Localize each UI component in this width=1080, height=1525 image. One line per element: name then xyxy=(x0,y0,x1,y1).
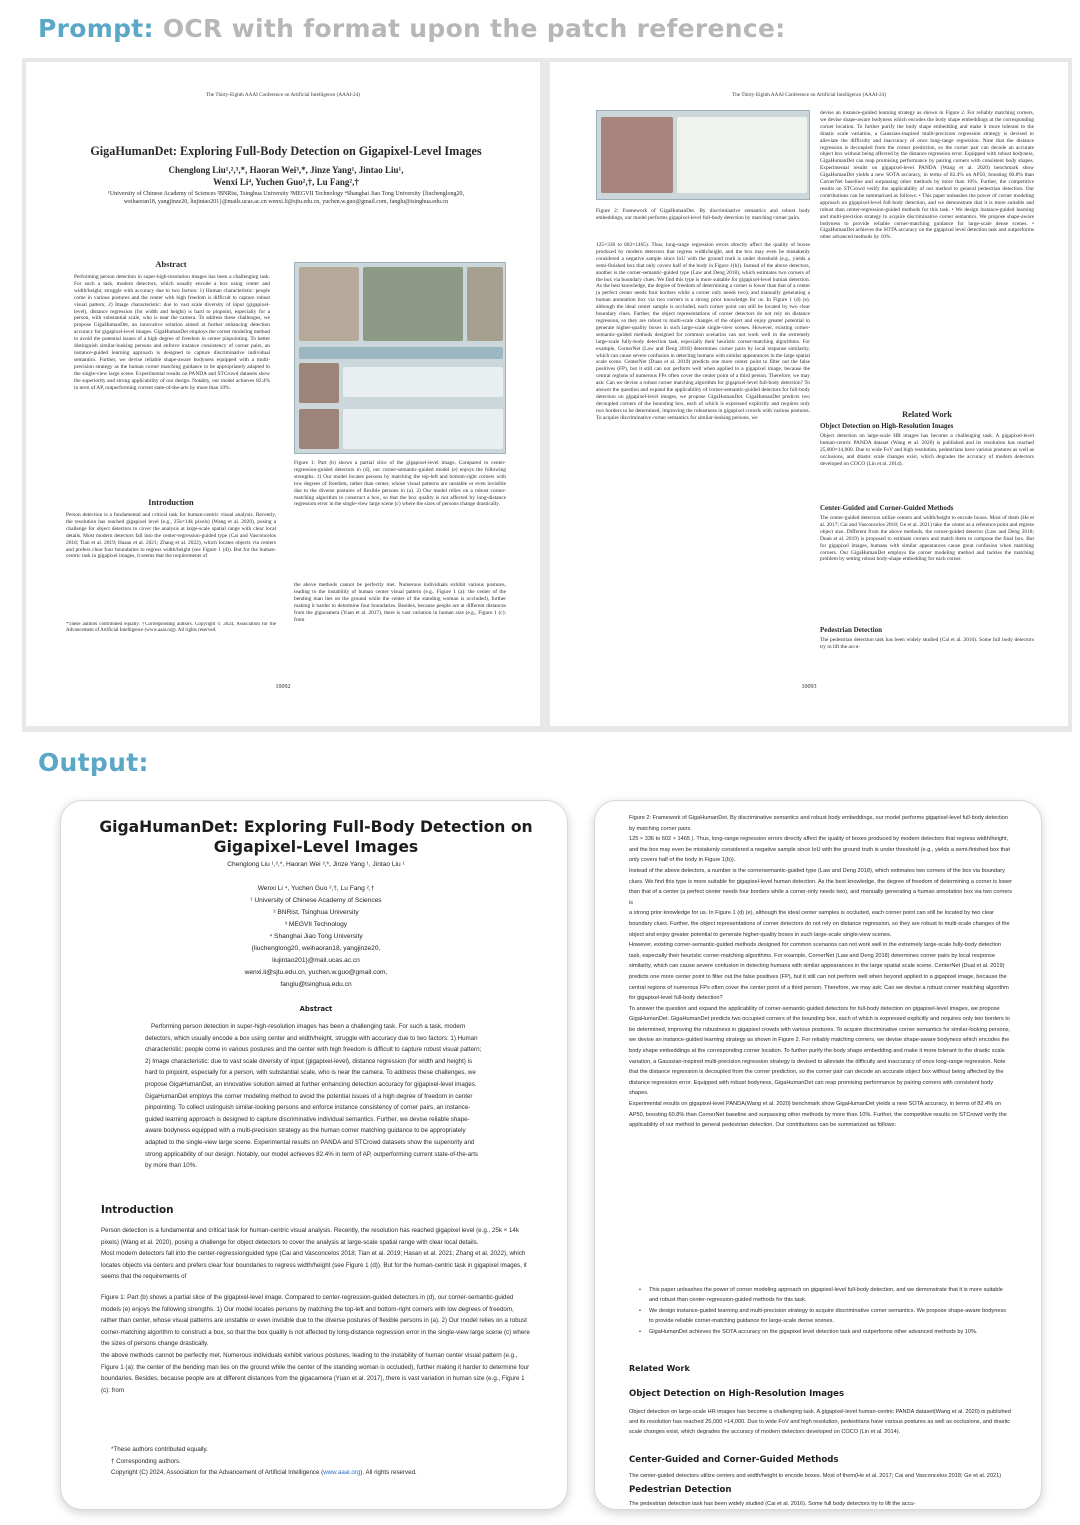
related-work-heading: Related Work xyxy=(902,410,952,419)
prompt-header xyxy=(38,14,786,43)
output-email-1: {liuchenglong20, weihaoran18, yangjinze20, xyxy=(251,945,381,952)
figure-2-diagram xyxy=(677,117,807,193)
output-right-column-text xyxy=(629,813,1013,1253)
paper-affiliations: ¹University of Chinese Academy of Sciences ²BNRist, Tsinghua University ³MEGVII Technology ⁴Shanghai Jiao Tong University {liuchenglong20, weihaoran18, yangjinze20, liujintao201}@mails.ucas.ac.cn wenxi.li@sjtu.edu.cn, yuchen.w.guo@gmail.com, fanglu@tsinghua.edu.cn xyxy=(108,191,464,206)
output-page-left xyxy=(60,800,568,1510)
output-affil-4: ⁴ Shanghai Jiao Tong University xyxy=(269,933,363,940)
output-footnotes xyxy=(111,1444,531,1480)
output-authors-1: Chenglong Liu ¹,²,*, Haoran Wei ³,*, Jinze Yang ¹, Jintao Liu ¹ xyxy=(227,861,405,868)
introduction-heading: Introduction xyxy=(148,498,194,507)
page-number: 10092 xyxy=(275,684,291,690)
figure-1-panel-b xyxy=(363,267,463,341)
output-contribution-item: • This paper unleashes the power of corner modeling approach on gigapixel-level full-body detection, and we demonstrate that it is more suitable and robust than center-regression-guided methods for this task. xyxy=(635,1285,1007,1306)
related-text-2: The center-guided detectors utilize centers and width/height to encode boxes. Most of them (He et al. 2017; Cai and Vasconcelos 2018; Ge et al. 2021) take the center as a reference point and regress object size. Different from the above methods, the corner-guided detector (Law and Deng 2018; Duan et al. 2019) is proposed to estimate corners and match them to compose the final box. But for gigapixel images, humans with similar appearances cause great confusion when matching corners. Our GigaHumanDet employs the corner modeling method and tackles the matching problem by setting robust body-shape embedding for each corner. xyxy=(820,515,1034,563)
output-email-3: wenxi.li@sjtu.edu.cn, yuchen.w.guo@gmail.com, xyxy=(244,969,388,976)
introduction-text: Person detection is a fundamental and critical task for human-centric visual analysis. Recently, the resolution has reached gigapixel level (e.g., 25k×14k pixels) (Wang et al. 2020), posing a challenge for object detectors to cover the analysis at large-scale spatial range with clear local details. Most modern detectors fall into the center-regression-guided type (Cai and Vasconcelos 2018; Tian et al. 2019; Hasan et al. 2021; Zhang et al. 2022), which locates objects via centers and prefers clear four boundaries to regress width/height (see Figure 1 (d)). But for the human-centric task in gigapixel images, it seems that the requirements of xyxy=(66,512,276,560)
output-affil-3: ³ MEGVII Technology xyxy=(284,921,348,928)
output-right-paragraph-2: Instead of the above detectors, a number is the cornersemantic-guided type (Law and Deng 2018), which estimates two corners of the box via boundary clues. We find this type is more suitable for gigapixel-level human detection. As the best knowledge, the degree of freedom of determining a corner is lower than that of a center (a perfect center needs four borders while a corner-only needs two), and manually generating a human annotation box via two corners is xyxy=(629,867,1013,906)
output-related-subheading-3: Pedestrian Detection xyxy=(629,1485,732,1495)
output-figure-2-caption: Figure 2: Framework of GigaHumanDet. By discriminative semantics and robust body embeddings, our model performs gigapixel-level full-body detection by matching corner pairs. xyxy=(629,815,1008,832)
output-footnote-1: *These authors contributed equally. xyxy=(111,1446,208,1453)
output-intro-paragraph-3: the above methods cannot be perfectly met. Numerous individuals exhibit various postures, leading to the instability of human center visual pattern (e.g., Figure 1 (a): the center of the bending man lies on the ground while the center of the standing woman is occluded), further making it harder to determine four boundaries. Besides, because people are at different distances from the gigacamera (Yuan et al. 2017), there is vast variation in human size (e.g., Figure 1 (c): from xyxy=(101,1351,530,1394)
output-related-text-1: Object detection on large-scale HR images has become a challenging task. A gigapixel-level human-centric PANDA dataset(Wang et al. 2020) is published and its resolution has reached 25,000 ×14,000. Due to wide FoV and high resolution, pedestrians have various postures as well as occlusions, and drastic scale changes exist, which degrades the accuracy of modern detectors developed on COCO (Lin et al. 2014). xyxy=(629,1409,1011,1436)
related-subheading-1: Object Detection on High-Resolution Images xyxy=(820,422,954,430)
figure-1-bar xyxy=(299,347,503,359)
related-subheading-2: Center-Guided and Corner-Guided Methods xyxy=(820,504,954,512)
figure-1 xyxy=(294,262,506,454)
aaai-link[interactable]: www.aaai.org xyxy=(323,1469,361,1477)
source-page-left xyxy=(26,62,540,726)
output-right-paragraph-5: To answer the question and expand the applicability of corner-semantic-guided detectors for full-body detection on gigapixel-level images, we propose GigaHumanDet. GigaHumanDet predicts two occupied corners of the bounding box, each of which is expressed explicitly and requires only two borders to be determined, improving the robustness in gigapixel crowds with various postures. To acquire discriminative corner semantics for similar-looking persons, we devise an instance-guided learning strategy as shown in Figure 2. For reliably matching corners, we devise shape-aware bodyness which encodes the body shape embeddings at the corresponding corner location. To further purify the body shape embedding and make it more tolerant to the drastic scale variation, a Gaussian-inspired multi-precision regression strategy is devised to alleviate the difficulty and inaccuracy of once long-range regression. Note that the distance regression is decoupled from the corner prediction, so the corner pair can decode an accurate object box without being affected by the distance regression error. Equipped with robust bodyness, GigaHumanDet can reap promising performance by pairing corners with consistent body shapes. xyxy=(629,1005,1011,1097)
left-column-2-text: the above methods cannot be perfectly met. Numerous individuals exhibit various postures, leading to the instability of human center visual pattern (e.g., Figure 1 (a): the center of the bending man lies on the ground while the center of the standing woman is occluded), further making it harder to determine four boundaries. Besides, because people are at different distances from the gigacamera (Yuan et al. 2017), there is vast variation in human size (e.g., Figure 1 (c): from xyxy=(294,582,506,623)
output-figure-1-caption: Figure 1: Part (b) shows a partial slice of the gigapixel-level image. Compared to center-regression-guided detectors in (d), our corner-semantic-guided models (e) enjoys the following strengths. 1) Our model locates persons by matching the top-left and bottom-right corners with low degrees of freedom, rather than center, whose visual patterns are unstable or even invisible due to the diverse postures of flexible persons in (a). 2) Our model relies on a robust corner-matching algorithm to construct a box, so that the box quality is not affected by long-distance regression error in the single-view large scene (c) where the sizes of persons change drastically. xyxy=(101,1293,530,1348)
prompt-text: OCR with format upon the patch reference: xyxy=(162,14,786,43)
output-abstract-heading: Abstract xyxy=(299,1005,333,1013)
output-related-text-3: The pedestrian detection task has been widely studied (Cai et al. 2016). Some full body detectors try to lift the accu- xyxy=(629,1501,916,1507)
conference-line: The Thirty-Eighth AAAI Conference on Artificial Intelligence (AAAI-24) xyxy=(206,92,360,98)
prompt-label: Prompt: xyxy=(38,14,154,43)
abstract-heading: Abstract xyxy=(155,260,187,269)
figure-1-e-diagram xyxy=(343,409,503,449)
output-related-text-2: The center-guided detectors utilize centers and width/height to encode boxes. Most of them(He et al. 2017; Cai and Vasconcelos 2018; Ge et al. 2021) xyxy=(629,1473,1002,1479)
output-intro-paragraph-2: Most modern detectors fall into the center-regressionguided type (Cai and Vasconcelos 2018; Tian et al. 2019; Hasan et al. 2021; Zhang et al. 2022), which locates objects via centers and prefers clear four boundaries to regress width/height (see Figure 1 (d)). But for the human-centric task in gigapixel images, it seems that the requirements of xyxy=(101,1250,527,1281)
output-footnote-2: † Corresponding authors. xyxy=(111,1457,181,1465)
output-contribution-list xyxy=(635,1285,1007,1349)
figure-1-panel-a xyxy=(299,267,359,341)
figure-1-panel-d xyxy=(299,363,339,403)
output-right-paragraph-1: 125 × 336 to 602 × 1465 ). Thus, long-range regression errors directly affect the quality of boxes produced by modern detectors that regress width/height, and the box may even be mistakenly considered a negative sample since IoU with the ground truth is under threshold (e.g., yields a semi-finished box that only covers half of the body in Figure 1(b)). xyxy=(629,836,1010,864)
output-contribution-item: • GigaHumanDet achieves the SOTA accuracy on the gigapixel level detection task and outperforms other advanced methods by 10%. xyxy=(635,1327,1007,1337)
figure-1-panel-e xyxy=(299,409,339,449)
output-intro-paragraph-1: Person detection is a fundamental and critical task for human-centric visual analysis. Recently, the resolution has reached gigapixel level (e.g., 25k × 14k pixels) (Wang et al. 2020), posing a challenge for object detectors to cover the analysis at large-scale spatial range with clear local details. xyxy=(101,1227,519,1246)
output-affil-1: ¹ University of Chinese Academy of Sciences xyxy=(250,897,382,904)
output-right-paragraph-4: However, existing corner-semantic-guided methods designed for common scenarios can not work well in the extremely large-scale fully-body detection task, especially their heuristic corner-matching algorithms. For example, CornerNet (Law and Deng 2018) determines corner pairs by local response similarity, which can cause severe confusion in detecting humans with similar appearances in the large spatial scale scene. CenterNet (Dual et al. 2019) predicts one more center point to filter out the false positives (FP), but it still can not perform well when beyond applied to a gigapixel image, because the central regions of numerous FPs often cover the center point of a third person. Therefore, we may ask: Can we devise a robust corner matching algorithm for gigapixel-level full-body detection? xyxy=(629,942,1009,1002)
page-number: 10093 xyxy=(801,684,817,690)
conference-line: The Thirty-Eighth AAAI Conference on Artificial Intelligence (AAAI-24) xyxy=(732,92,886,98)
output-right-paragraph-3: a strong prior knowledge for us. In Figure 1 (d) (e), although the ideal center samples is occluded, each corner point can still be located by two clear boundary clues. Further, the object representations of corner detectors do not rely on distance regression, so they are robust to multi-scale changes of the object and enjoy greater potential to generate higher-quality boxes in such large-scale single-view scenes. xyxy=(629,910,1010,938)
output-email-4: fanglu@tsinghua.edu.cn xyxy=(280,981,352,988)
figure-1-caption: Figure 1: Part (b) shows a partial slice of the gigapixel-level image. Compared to center-regression-guided detectors in (d), our corner-semantic-guided model (e) enjoys the following strengths. 1) Our model locates persons by matching the top-left and bottom-right corners with low degrees of freedom, rather than center, whose visual patterns are unstable or even invisible due to the diverse postures of flexible persons in (a). 2) Our model relies on a robust corner-matching algorithm to construct a box, so that the box quality is not affected by long-distance regression error in the single-view large scene (c) where the sizes of persons change drastically. xyxy=(294,460,506,508)
paper-authors xyxy=(86,164,486,188)
authors-line-2: Wenxi Li⁴, Yuchen Guo²,†, Lu Fang²,† xyxy=(213,177,359,187)
figure-2-caption: Figure 2: Framework of GigaHumanDet. By discriminative semantics and robust body embeddings, our model performs gigapixel-level full-body detection by matching corner pairs. xyxy=(596,208,810,221)
output-affil-2: ² BNRist, Tsinghua University xyxy=(273,909,359,916)
footnote: *These authors contributed equally. †Corresponding authors. Copyright © 2024, Association for the Advancement of Artificial Intelligence (www.aaai.org). All rights reserved. xyxy=(66,622,276,634)
output-title: GigaHumanDet: Exploring Full-Body Detection on Gigapixel-Level Images xyxy=(99,818,533,856)
right-column-1-text: 125×336 to 602×1465). Thus, long-range regression errors directly affect the quality of boxes produced by modern detectors that regress width/height, and the box may even be mistakenly considered a negative sample since IoU with the ground truth is under threshold (e.g., yields a semi-finished box that only covers half of the body in Figure 1(b)). Instead of the above detectors, another is the corner-semantic-guided type (Law and Deng 2018), which estimates two corners of the box via boundary clues. We find this type is more suitable for gigapixel-level human detection. As the best knowledge, the degree of freedom of determining a corner is lower than that of a center (a perfect center needs four borders while a corner only needs two), and manually generating a human annotation box via two corners is a strong prior knowledge for us. In Figure 1 (d) (e), although the ideal center sample is occluded, each corner point can still be located by two clear boundary clues. Further, the object representations of corner detectors do not rely on distance regression, so they are robust to multi-scale changes of the object and enjoy greater potential to generate higher-quality boxes in such large-scale single-view scenes. However, existing corner-semantic-guided methods designed for common scenarios can not work well in the extremely large-scale fully-body detection task, especially their heuristic corner-matching algorithms. For example, CornerNet (Law and Deng 2018) determines corner pairs by local response similarity, which can cause severe confusion in detecting humans with similar appearances in the large spatial scale scene. CenterNet (Duan et al. 2019) predicts one more center point to filter out the false positives (FP), but it still can not perform well when applied to a gigapixel image, because the central regions of numerous FPs often cover the center point of a third person. Therefore, we may ask: Can we devise a robust corner matching algorithm for gigapixel-level full-body detection? To answer the question and expand the applicability of corner-semantic-guided detectors for full-body detection on gigapixel-level images, we propose GigaHumanDet. GigaHumanDet predicts two decoupled corners of the bounding box, each of which is expressed explicitly and requires only two borders to be determined, improving the robustness in gigapixel crowds with various postures. To acquire discriminative corner semantics for similar-looking persons, we xyxy=(596,242,810,421)
right-column-2-text: devise an instance-guided learning strategy as shown in Figure 2. For reliably matching corners, we devise shape-aware bodyness which encodes the body shape embeddings at the corresponding corner location. To further purify the body shape embedding and make it more tolerant to the drastic scale variation, a Gaussian-inspired multi-precision regression strategy is devised to alleviate the difficulty and inaccuracy of once long-range regression. Note that the distance regression is decoupled from the corner prediction, so the corner pair can decode an accurate object box without being affected by the distance regression error. Equipped with robust bodyness, GigaHumanDet can reap promising performance by pairing corners with consistent body shapes. Experimental results on gigapixel-level PANDA (Wang et al. 2020) benchmark show GigaHumanDet yields a new SOTA accuracy, in terms of 82.4% on AP50, boosting 60.8% than CornerNet baseline and surpassing other methods by more than 10%. Further, the competitive results on STCrowd verify the applicability of our method to general pedestrian detection. Our contributions can be summarized as follows: • This paper unleashes the power of corner modeling approach on gigapixel-level full-body detection, and we demonstrate that it is more suitable and robust than center-regression-guided methods for this task. • We design instance-guided learning and multi-precision strategy to acquire discriminative corner semantics. We propose shape-aware bodyness to provide reliable corner-matching guidance for large-scale dense scenes. • GigaHumanDet achieves the SOTA accuracy on the gigapixel level detection task and outperforms other advanced methods by 10%. xyxy=(820,110,1034,241)
output-contribution-item: • We design instance-guided learning and multi-precision strategy to acquire discriminative corner semantics. We propose shape-aware bodyness to provide reliable corner-matching guidance for large-scale dense scenes. xyxy=(635,1306,1007,1327)
figure-2 xyxy=(596,110,810,200)
output-introduction-heading: Introduction xyxy=(101,1204,174,1216)
paper-title: GigaHumanDet: Exploring Full-Body Detection on Gigapixel-Level Images xyxy=(90,144,482,158)
output-abstract-text: Performing person detection in super-high-resolution images has been a challenging task. For such a task, modern detectors, which usually encode a box using center and width/height, struggle with accuracy due to two factors: 1) Human characteristic: people come in various postures and the center with high freedom is difficult to capture robust visual pattern; 2) Image characteristic: due to vast scale diversity of input (gigapixel-level), distance regression (for width and height) is hard to pinpoint, especially for a person, with substantial scale, who is near the camera. To address these challenges, we propose GigaHumanDet, an innovative solution aimed at further enhancing detection accuracy for gigapixel-level images. GigaHumanDet employs the corner modeling method to avoid the potential issues of a high degree of freedom in center pinpointing. To collect ustinguish similar-looking persons and enforce instance consistency of corner pairs, an instance-guided learning approach is designed to capture discriminative individual semantics. Further, we devise reliable shape-aware bodyness equipped with a multi-precision strategy as the human corner matching guidance to be appropriately adapted to the single-view large scene. Experimental results on PANDA and STCrowd datasets show the superiority and strong applicability of our design. Notably, our model achieves 82.4% in term of AP, outperforming current state-of-the-arts by more than 10%. xyxy=(145,1023,482,1170)
related-text-1: Object detection on large-scale HR images has become a challenging task. A gigapixel-level human-centric PANDA dataset (Wang et al. 2020) is published and its resolution has reached 25,000×14,000. Due to wide FoV and high resolution, pedestrians have various postures as well as occlusions, and drastic scale changes exist, which degrades the accuracy of modern detectors developed on COCO (Lin et al. 2014). xyxy=(820,433,1034,467)
abstract-text: Performing person detection in super-high-resolution images has been a challenging task. For such a task, modern detectors, which usually encode a box using center and width/height, struggle with accuracy due to two factors: 1) Human characteristic: people come in various postures and the center with high freedom is difficult to capture robust visual pattern; 2) Image characteristic: due to vast scale diversity of input (gigapixel-level), distance regression (for width and height) is hard to pinpoint, especially for a person, with substantial scale, who is near the camera. To address these challenges, we propose GigaHumanDet, an innovative solution aimed at further enhancing detection accuracy for gigapixel-level images. GigaHumanDet employs the corner modeling method to avoid the potential issues of a high degree of freedom in center pinpointing. To better distinguish similar-looking persons and enforce instance consistency of corner pairs, an instance-guided learning approach is designed to capture discriminative individual semantics. Further, we devise reliable shape-aware bodyness equipped with a multi-precision strategy as the human corner matching guidance to be appropriately adapted to the single-view large scene. Experimental results on PANDA and STCrowd datasets show the superiority and strong applicability of our design. Notably, our model achieves 82.4% in term of AP, outperforming current state-of-the-arts by more than 10%. xyxy=(74,274,270,391)
output-page-right xyxy=(594,800,1042,1510)
figure-2-photo xyxy=(601,117,673,193)
output-authors-2: Wenxi Li ⁴, Yuchen Guo ²,†, Lu Fang ²,† xyxy=(257,885,375,892)
figure-1-d-diagram xyxy=(343,367,503,397)
output-email-2: liujintao201}@mail.ucas.ac.cn xyxy=(272,957,360,964)
figure-1-panel-c xyxy=(467,267,503,341)
related-subheading-3: Pedestrian Detection xyxy=(820,626,883,634)
authors-line-1: Chenglong Liu¹,²,³,*, Haoran Wei³,*, Jinze Yang¹, Jintao Liu¹, xyxy=(168,165,404,175)
source-page-right xyxy=(550,62,1068,726)
output-right-paragraph-6: Experimental results on gigapixel-level PANDA(Wang et al. 2020) benchmark show GigaHumanDet yields a new SOTA accuracy, in terms of 82.4% on AP50, boosting 60.8% than CornerNet baseline and surpassing other methods by more than 10%. Further, the competitive results on STCrowd verify the applicability of our method to general pedestrian detection. Our contributions can be summarized as follows: xyxy=(629,1101,1007,1129)
output-header: Output: xyxy=(38,748,149,777)
output-related-subheading-2: Center-Guided and Corner-Guided Methods xyxy=(629,1455,839,1465)
output-related-subheading-1: Object Detection on High-Resolution Images xyxy=(629,1389,845,1399)
related-text-3: The pedestrian detection task has been widely studied (Cai et al. 2016). Some full body detectors try to lift the accu- xyxy=(820,637,1034,650)
output-copyright: Copyright (C) 2024, Association for the Advancement of Artificial Intelligence (www.aaai.org). All rights reserved. xyxy=(111,1469,417,1477)
output-related-work-heading: Related Work xyxy=(629,1364,690,1373)
source-pages xyxy=(22,58,1072,732)
